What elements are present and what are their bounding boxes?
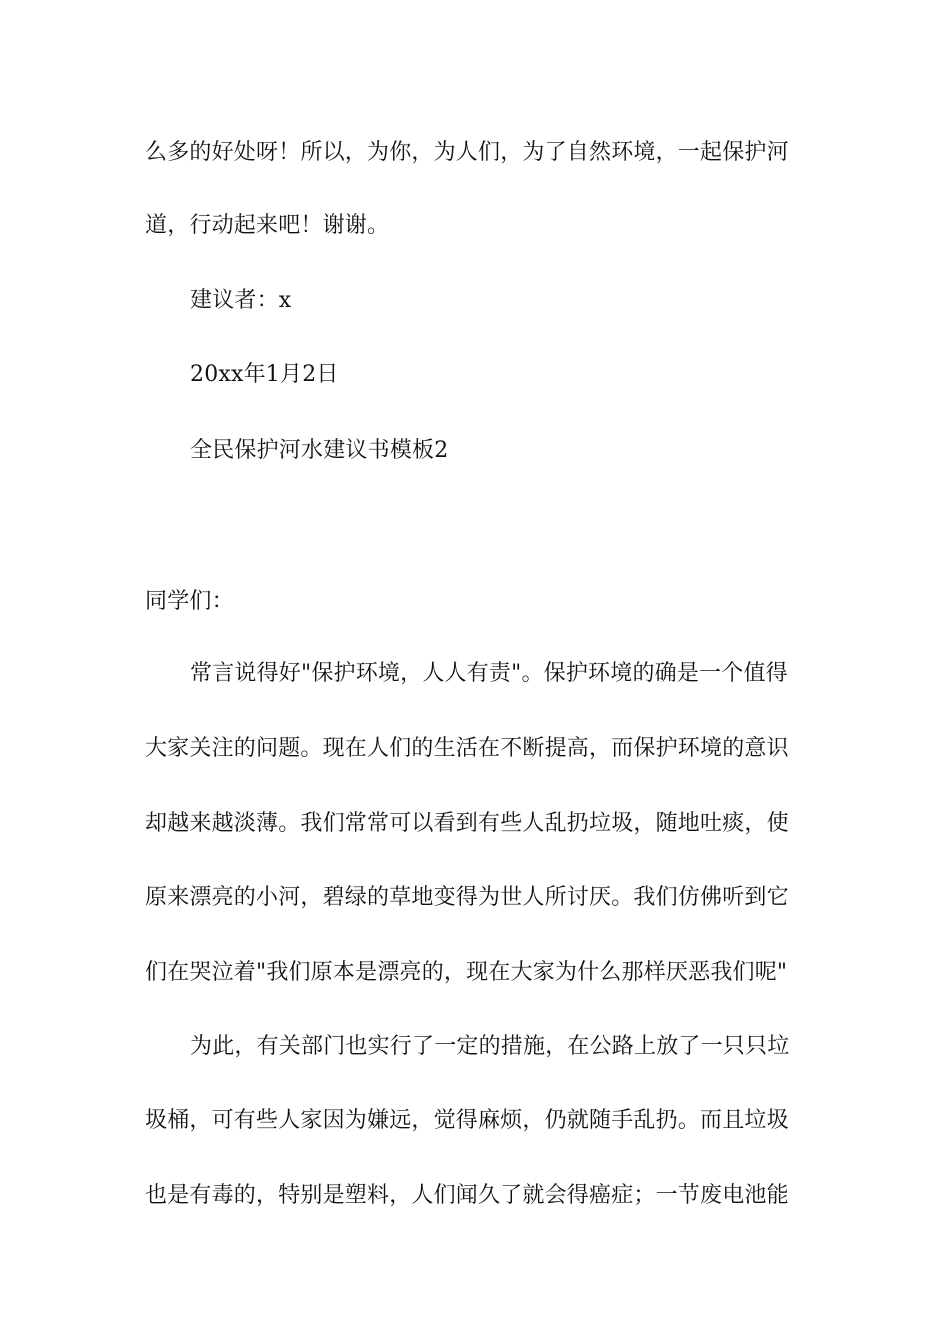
text-line: 也是有毒的，特别是塑料，人们闻久了就会得癌症；一节废电池能 (145, 1183, 789, 1208)
date-line: 20xx年1月2日 (190, 362, 339, 387)
text-line: 大家关注的问题。现在人们的生活在不断提高，而保护环境的意识 (145, 736, 789, 761)
text-line: 常言说得好"保护环境，人人有责"。保护环境的确是一个值得 (190, 661, 788, 686)
text-line: 为此，有关部门也实行了一定的措施，在公路上放了一只只垃 (190, 1034, 790, 1059)
signer-line: 建议者：x (190, 288, 292, 313)
text-line: 们在哭泣着"我们原本是漂亮的，现在大家为什么那样厌恶我们呢" (145, 960, 788, 985)
text-line: 原来漂亮的小河，碧绿的草地变得为世人所讨厌。我们仿佛听到它 (145, 885, 789, 910)
salutation: 同学们： (145, 589, 234, 614)
text-line: 圾桶，可有些人家因为嫌远，觉得麻烦，仍就随手乱扔。而且垃圾 (145, 1108, 789, 1133)
section-title: 全民保护河水建议书模板2 (190, 438, 449, 463)
text-line: 道，行动起来吧！谢谢。 (145, 213, 390, 238)
text-line: 却越来越淡薄。我们常常可以看到有些人乱扔垃圾，随地吐痰，使 (145, 811, 789, 836)
text-line: 么多的好处呀！所以，为你，为人们，为了自然环境，一起保护河 (145, 140, 789, 165)
